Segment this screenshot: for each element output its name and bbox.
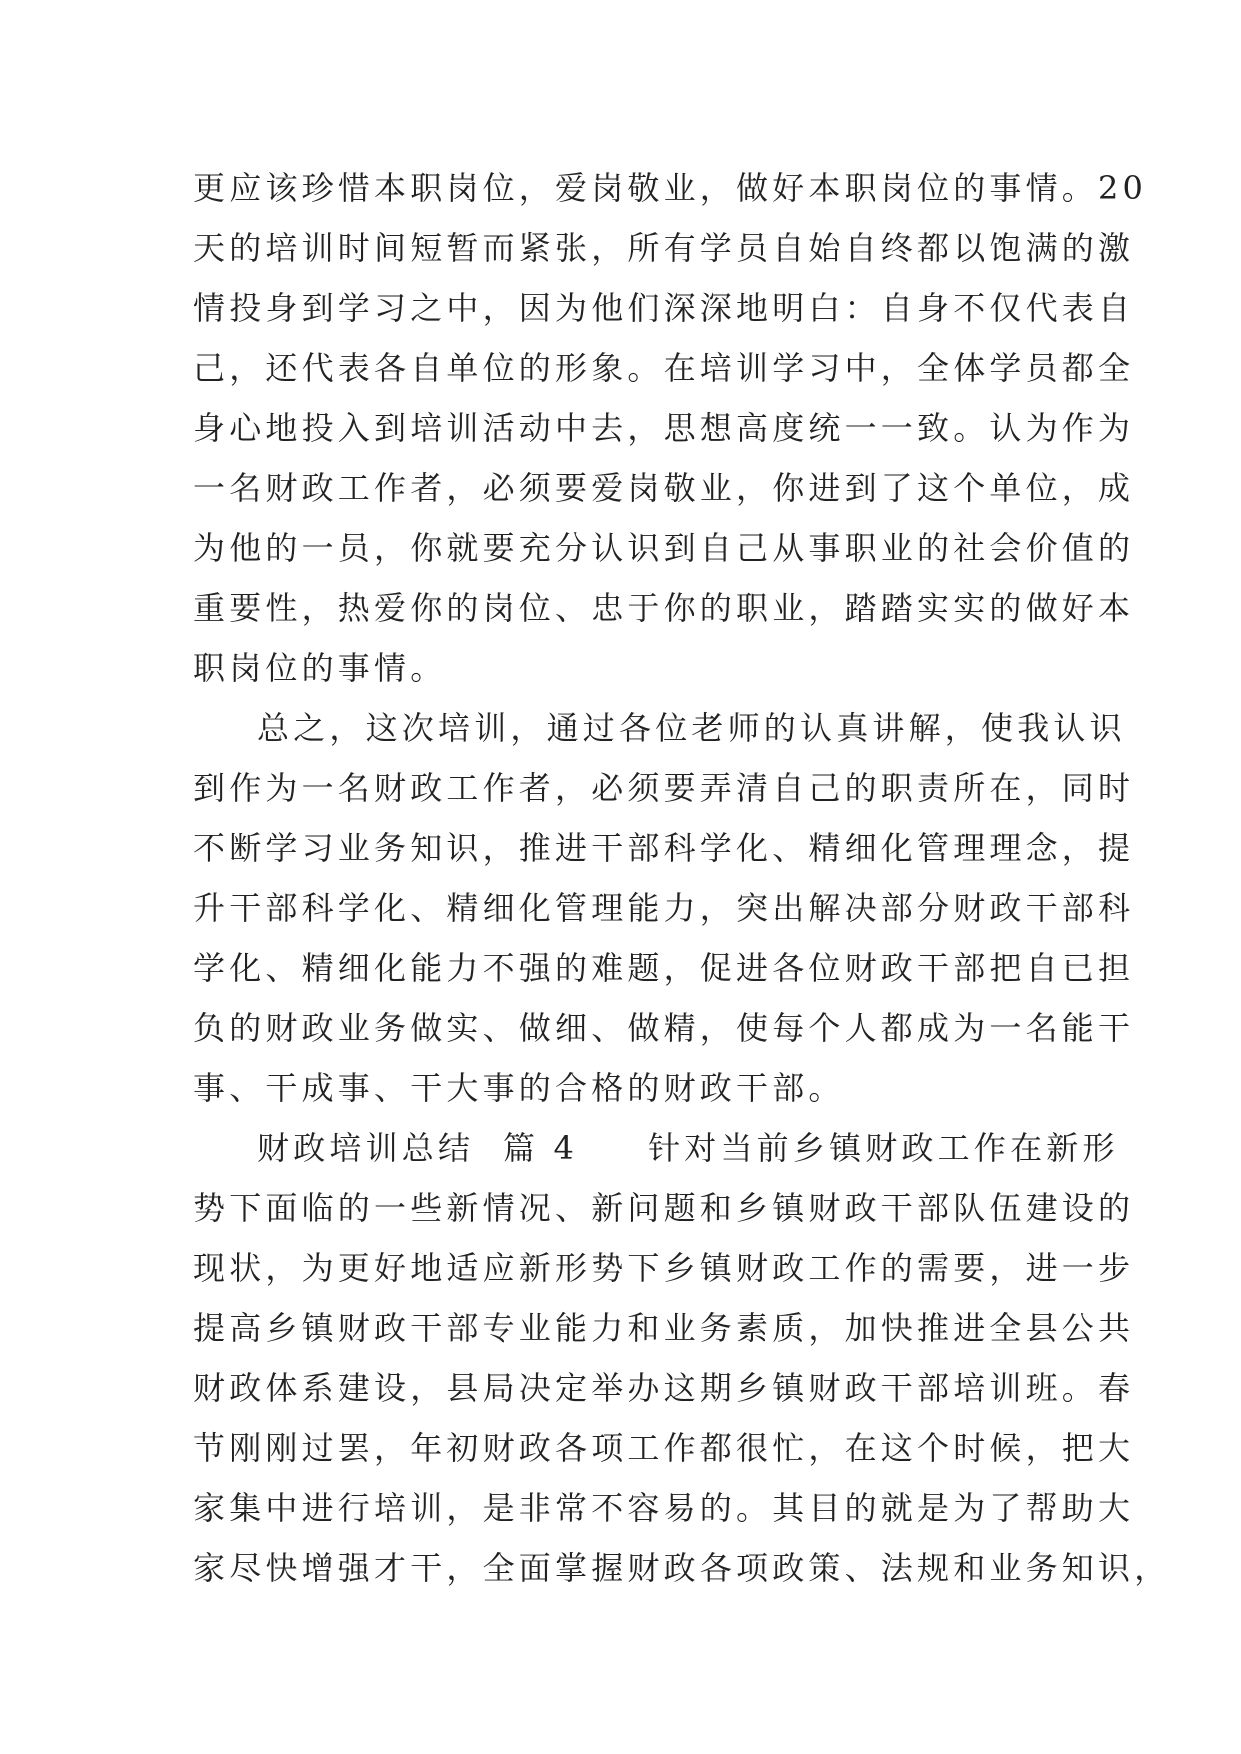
text-line: 学化、精细化能力不强的难题，促进各位财政干部把自已担 xyxy=(193,949,1135,987)
text-line: 重要性，热爱你的岗位、忠于你的职业，踏踏实实的做好本 xyxy=(193,589,1135,627)
text-line: 财政体系建设，县局决定举办这期乡镇财政干部培训班。春 xyxy=(193,1369,1135,1407)
text-line: 为他的一员，你就要充分认识到自己从事职业的社会价值的 xyxy=(193,529,1135,567)
text-line: 事、干成事、干大事的合格的财政干部。 xyxy=(193,1069,845,1107)
paragraph-2 xyxy=(193,698,1135,1118)
paragraph-1 xyxy=(193,158,1148,698)
text-line: 家尽快增强才干，全面掌握财政各项政策、法规和业务知识， xyxy=(193,1549,1171,1587)
text-line: 节刚刚过罢，年初财政各项工作都很忙，在这个时候，把大 xyxy=(193,1429,1135,1467)
text-line: 天的培训时间短暂而紧张，所有学员自始自终都以饱满的激 xyxy=(193,229,1135,267)
text-line: 职岗位的事情。 xyxy=(193,649,447,687)
text-line: 家集中进行培训，是非常不容易的。其目的就是为了帮助大 xyxy=(193,1489,1135,1527)
paragraph-3 xyxy=(193,1118,1171,1598)
text-line: 身心地投入到培训活动中去，思想高度统一一致。认为作为 xyxy=(193,409,1135,447)
text-line: 情投身到学习之中，因为他们深深地明白：自身不仅代表自 xyxy=(193,289,1135,327)
text-line: 不断学习业务知识，推进干部科学化、精细化管理理念，提 xyxy=(193,829,1135,867)
text-line: 负的财政业务做实、做细、做精，使每个人都成为一名能干 xyxy=(193,1009,1135,1047)
text-line-with-heading xyxy=(193,1118,1119,1178)
text-line: 现状，为更好地适应新形势下乡镇财政工作的需要，进一步 xyxy=(193,1249,1135,1287)
text-line: 势下面临的一些新情况、新问题和乡镇财政干部队伍建设的 xyxy=(193,1189,1135,1227)
section-heading: 财政培训总结 篇 4 xyxy=(257,1129,579,1167)
text-line: 提高乡镇财政干部专业能力和业务素质，加快推进全县公共 xyxy=(193,1309,1135,1347)
document-body xyxy=(193,158,1171,1598)
text-fragment: 针对当前乡镇财政工作在新形 xyxy=(648,1129,1119,1167)
text-line: 总之，这次培训，通过各位老师的认真讲解，使我认识 xyxy=(257,709,1126,747)
text-line: 升干部科学化、精细化管理能力，突出解决部分财政干部科 xyxy=(193,889,1135,927)
text-line: 更应该珍惜本职岗位，爱岗敬业，做好本职岗位的事情。20 xyxy=(193,169,1148,207)
text-line: 一名财政工作者，必须要爱岗敬业，你进到了这个单位，成 xyxy=(193,469,1135,507)
text-line: 到作为一名财政工作者，必须要弄清自己的职责所在，同时 xyxy=(193,769,1135,807)
text-line: 己，还代表各自单位的形象。在培训学习中，全体学员都全 xyxy=(193,349,1135,387)
